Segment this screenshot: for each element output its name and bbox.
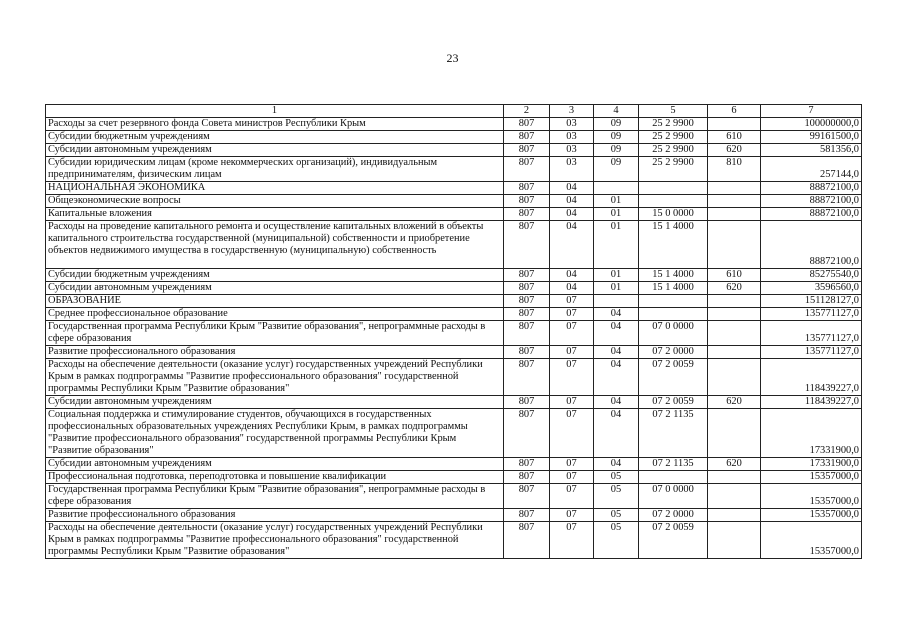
row-col-3: 04 <box>550 282 594 295</box>
row-name: Субсидии юридическим лицам (кроме некоммерческих организаций), индивидуальным предпринимателям, физическим лицам <box>46 157 504 182</box>
row-col-3: 04 <box>550 195 594 208</box>
row-col-2: 807 <box>504 396 550 409</box>
row-col-5: 07 2 0059 <box>639 522 708 559</box>
row-col-5: 25 2 9900 <box>639 144 708 157</box>
row-col-3: 07 <box>550 346 594 359</box>
row-col-6: 620 <box>708 458 761 471</box>
row-col-6 <box>708 359 761 396</box>
row-col-5: 15 1 4000 <box>639 221 708 269</box>
row-col-2: 807 <box>504 409 550 458</box>
row-col-2: 807 <box>504 295 550 308</box>
row-col-3: 07 <box>550 458 594 471</box>
row-amount: 15357000,0 <box>761 471 862 484</box>
table-header-row <box>46 105 862 118</box>
row-name: Общеэкономические вопросы <box>46 195 504 208</box>
header-cell-1: 1 <box>46 105 504 118</box>
row-col-3: 07 <box>550 396 594 409</box>
table-row <box>46 208 862 221</box>
table-row <box>46 157 862 182</box>
row-amount: 135771127,0 <box>761 346 862 359</box>
row-col-4: 04 <box>594 396 639 409</box>
table-row <box>46 458 862 471</box>
row-col-5 <box>639 471 708 484</box>
table-row <box>46 484 862 509</box>
row-col-6 <box>708 195 761 208</box>
budget-table <box>45 104 862 559</box>
row-amount: 99161500,0 <box>761 131 862 144</box>
row-col-4: 01 <box>594 221 639 269</box>
row-col-5: 07 2 1135 <box>639 458 708 471</box>
row-col-4: 04 <box>594 321 639 346</box>
row-name: Расходы на проведение капитального ремонта и осуществление капитальных вложений в объекты капитального строительства государственной (муниципальной) собственности и приобретение объектов недвижимого имущества в государственную (муниципальную) собственность <box>46 221 504 269</box>
row-col-4: 01 <box>594 208 639 221</box>
row-col-5: 07 2 1135 <box>639 409 708 458</box>
row-col-2: 807 <box>504 221 550 269</box>
row-col-3: 04 <box>550 182 594 195</box>
row-col-4: 01 <box>594 282 639 295</box>
row-amount: 15357000,0 <box>761 509 862 522</box>
row-name: Расходы за счет резервного фонда Совета министров Республики Крым <box>46 118 504 131</box>
table-row <box>46 118 862 131</box>
header-cell-4: 4 <box>594 105 639 118</box>
row-name: Субсидии автономным учреждениям <box>46 282 504 295</box>
row-col-4: 04 <box>594 346 639 359</box>
row-col-6 <box>708 308 761 321</box>
row-name: Субсидии автономным учреждениям <box>46 396 504 409</box>
row-amount: 88872100,0 <box>761 221 862 269</box>
row-name: Государственная программа Республики Крым "Развитие образования", непрограммные расходы в сфере образования <box>46 484 504 509</box>
row-amount: 118439227,0 <box>761 396 862 409</box>
table-row <box>46 396 862 409</box>
row-col-5: 25 2 9900 <box>639 118 708 131</box>
row-col-4: 04 <box>594 359 639 396</box>
row-col-6: 610 <box>708 269 761 282</box>
row-col-3: 07 <box>550 295 594 308</box>
row-name: Профессиональная подготовка, переподготовка и повышение квалификации <box>46 471 504 484</box>
row-col-5: 15 1 4000 <box>639 282 708 295</box>
row-col-2: 807 <box>504 144 550 157</box>
row-col-3: 03 <box>550 118 594 131</box>
header-cell-2: 2 <box>504 105 550 118</box>
row-col-2: 807 <box>504 346 550 359</box>
row-amount: 17331900,0 <box>761 409 862 458</box>
row-col-5: 07 0 0000 <box>639 484 708 509</box>
row-col-5: 07 0 0000 <box>639 321 708 346</box>
table-row <box>46 308 862 321</box>
row-col-4 <box>594 182 639 195</box>
row-col-6 <box>708 509 761 522</box>
row-col-3: 07 <box>550 509 594 522</box>
row-col-6 <box>708 321 761 346</box>
row-col-4: 09 <box>594 144 639 157</box>
row-name: Капитальные вложения <box>46 208 504 221</box>
table-row <box>46 471 862 484</box>
row-amount: 15357000,0 <box>761 484 862 509</box>
row-col-5: 07 2 0059 <box>639 396 708 409</box>
row-col-2: 807 <box>504 131 550 144</box>
row-col-2: 807 <box>504 509 550 522</box>
row-col-6 <box>708 409 761 458</box>
row-col-5: 15 0 0000 <box>639 208 708 221</box>
row-col-3: 03 <box>550 131 594 144</box>
budget-table-body <box>46 105 862 559</box>
page-number: 23 <box>446 51 459 65</box>
row-col-2: 807 <box>504 458 550 471</box>
row-name: Субсидии автономным учреждениям <box>46 458 504 471</box>
row-name: Субсидии бюджетным учреждениям <box>46 269 504 282</box>
header-cell-6: 6 <box>708 105 761 118</box>
row-col-3: 07 <box>550 522 594 559</box>
row-name: Развитие профессионального образования <box>46 346 504 359</box>
row-name: Субсидии автономным учреждениям <box>46 144 504 157</box>
row-col-5 <box>639 295 708 308</box>
row-col-2: 807 <box>504 182 550 195</box>
table-row <box>46 509 862 522</box>
row-col-6 <box>708 522 761 559</box>
row-col-3: 07 <box>550 321 594 346</box>
row-name: НАЦИОНАЛЬНАЯ ЭКОНОМИКА <box>46 182 504 195</box>
row-col-4: 04 <box>594 308 639 321</box>
row-col-5 <box>639 308 708 321</box>
row-amount: 135771127,0 <box>761 308 862 321</box>
table-row <box>46 522 862 559</box>
row-col-5: 07 2 0000 <box>639 346 708 359</box>
row-col-5 <box>639 195 708 208</box>
row-amount: 100000000,0 <box>761 118 862 131</box>
row-amount: 257144,0 <box>761 157 862 182</box>
row-col-3: 04 <box>550 208 594 221</box>
table-row <box>46 182 862 195</box>
row-col-2: 807 <box>504 308 550 321</box>
row-col-4: 04 <box>594 409 639 458</box>
header-cell-3: 3 <box>550 105 594 118</box>
row-col-5 <box>639 182 708 195</box>
row-col-3: 07 <box>550 409 594 458</box>
row-amount: 88872100,0 <box>761 208 862 221</box>
row-col-5: 25 2 9900 <box>639 157 708 182</box>
row-amount: 581356,0 <box>761 144 862 157</box>
row-amount: 3596560,0 <box>761 282 862 295</box>
row-col-3: 07 <box>550 484 594 509</box>
row-col-6 <box>708 208 761 221</box>
table-row <box>46 144 862 157</box>
row-col-6 <box>708 182 761 195</box>
row-col-2: 807 <box>504 118 550 131</box>
row-col-4: 09 <box>594 131 639 144</box>
header-cell-5: 5 <box>639 105 708 118</box>
row-col-3: 03 <box>550 157 594 182</box>
row-col-4: 05 <box>594 522 639 559</box>
table-row <box>46 321 862 346</box>
table-row <box>46 359 862 396</box>
row-col-6: 620 <box>708 396 761 409</box>
table-row <box>46 282 862 295</box>
row-col-4: 05 <box>594 471 639 484</box>
row-col-3: 07 <box>550 308 594 321</box>
row-col-4: 05 <box>594 484 639 509</box>
header-cell-7: 7 <box>761 105 862 118</box>
row-col-5: 25 2 9900 <box>639 131 708 144</box>
row-col-2: 807 <box>504 282 550 295</box>
row-name: ОБРАЗОВАНИЕ <box>46 295 504 308</box>
row-col-6 <box>708 295 761 308</box>
row-amount: 118439227,0 <box>761 359 862 396</box>
row-col-6: 620 <box>708 282 761 295</box>
table-row <box>46 131 862 144</box>
row-col-6 <box>708 221 761 269</box>
row-col-4: 04 <box>594 458 639 471</box>
row-col-6 <box>708 118 761 131</box>
row-col-6: 610 <box>708 131 761 144</box>
row-col-2: 807 <box>504 522 550 559</box>
row-col-5: 07 2 0059 <box>639 359 708 396</box>
row-name: Субсидии бюджетным учреждениям <box>46 131 504 144</box>
row-col-3: 04 <box>550 269 594 282</box>
row-col-2: 807 <box>504 359 550 396</box>
row-amount: 15357000,0 <box>761 522 862 559</box>
row-name: Расходы на обеспечение деятельности (оказание услуг) государственных учреждений Республики Крым в рамках подпрограммы "Развитие профессионального образования" государственной программы Республики Крым "Развитие образования" <box>46 359 504 396</box>
table-row <box>46 295 862 308</box>
table-row <box>46 195 862 208</box>
row-col-2: 807 <box>504 208 550 221</box>
row-col-3: 07 <box>550 471 594 484</box>
row-col-6 <box>708 346 761 359</box>
row-amount: 88872100,0 <box>761 182 862 195</box>
row-col-6 <box>708 484 761 509</box>
row-col-4: 09 <box>594 118 639 131</box>
row-amount: 85275540,0 <box>761 269 862 282</box>
row-name: Развитие профессионального образования <box>46 509 504 522</box>
row-col-4: 05 <box>594 509 639 522</box>
row-name: Государственная программа Республики Крым "Развитие образования", непрограммные расходы в сфере образования <box>46 321 504 346</box>
row-name: Среднее профессиональное образование <box>46 308 504 321</box>
row-amount: 88872100,0 <box>761 195 862 208</box>
row-col-6: 810 <box>708 157 761 182</box>
row-amount: 151128127,0 <box>761 295 862 308</box>
row-col-3: 03 <box>550 144 594 157</box>
table-row <box>46 409 862 458</box>
row-col-2: 807 <box>504 484 550 509</box>
row-amount: 135771127,0 <box>761 321 862 346</box>
row-col-4: 09 <box>594 157 639 182</box>
row-col-3: 04 <box>550 221 594 269</box>
row-col-5: 07 2 0000 <box>639 509 708 522</box>
row-col-2: 807 <box>504 471 550 484</box>
row-name: Расходы на обеспечение деятельности (оказание услуг) государственных учреждений Республики Крым в рамках подпрограммы "Развитие профессионального образования" государственной программы Республики Крым "Развитие образования" <box>46 522 504 559</box>
row-col-2: 807 <box>504 157 550 182</box>
row-col-4: 01 <box>594 195 639 208</box>
table-row <box>46 269 862 282</box>
row-col-2: 807 <box>504 195 550 208</box>
row-col-2: 807 <box>504 269 550 282</box>
row-col-6: 620 <box>708 144 761 157</box>
row-col-6 <box>708 471 761 484</box>
row-amount: 17331900,0 <box>761 458 862 471</box>
row-name: Социальная поддержка и стимулирование студентов, обучающихся в государственных профессиональных образовательных учреждениях Республики Крым, в рамках подпрограммы "Развитие профессионального образования" государственной программы Республики Крым "Развитие образования" <box>46 409 504 458</box>
table-row <box>46 221 862 269</box>
row-col-5: 15 1 4000 <box>639 269 708 282</box>
row-col-4: 01 <box>594 269 639 282</box>
row-col-3: 07 <box>550 359 594 396</box>
table-row <box>46 346 862 359</box>
row-col-2: 807 <box>504 321 550 346</box>
row-col-4 <box>594 295 639 308</box>
